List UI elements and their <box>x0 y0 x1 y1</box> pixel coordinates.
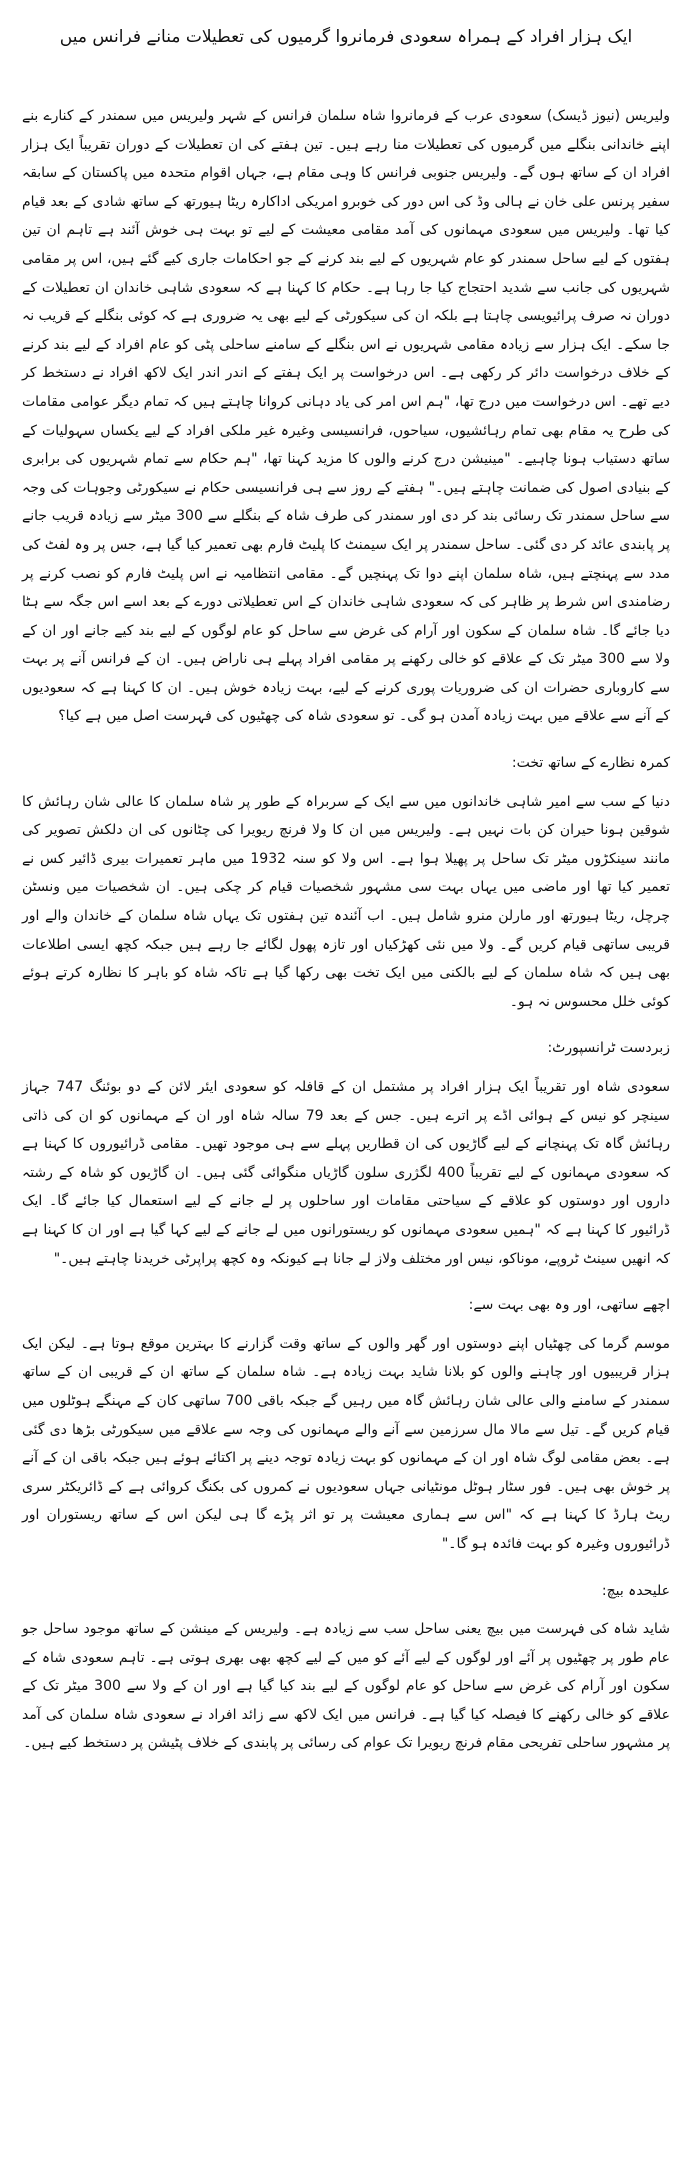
section-beach <box>22 1577 670 1759</box>
section-transport <box>22 1034 670 1273</box>
article-title: ایک ہزار افراد کے ہمراہ سعودی فرمانروا گرمیوں کی تعطیلات منانے فرانس میں <box>59 27 633 47</box>
section-companions <box>22 1291 670 1558</box>
article-paragraph: ولیریس (نیوز ڈیسک) سعودی عرب کے فرمانروا شاہ سلمان فرانس کے شہر ولیریس میں سمندر کے کنارے بنے اپنے خاندانی بنگلے میں گرمیوں کی تعطیلات منا رہے ہیں۔ تین ہفتے کی ان تعطیلات کے دوران تقریباً ایک ہزار افراد ان کے ساتھ ہوں گے۔ ولیریس جنوبی فرانس کا وہی مقام ہے، جہاں اقوام متحدہ میں پاکستان کے سابقہ سفیر پرنس علی خان نے ہالی وڈ کی اس دور کی خوبرو امریکی اداکارہ ریٹا ہیورتھ کے ساتھ شادی کے بعد قیام کیا تھا۔ ولیریس میں سعودی مہمانوں کی آمد مقامی معیشت کے لیے تو بہت ہی خوش آئند ہے تاہم ان تین ہفتوں کے لیے ساحل سمندر کو عام شہریوں کے لیے بند کرنے کے جو احکامات جاری کیے گئے ہیں، اس پر مقامی شہریوں کی جانب سے شدید احتجاج کیا جا رہا ہے۔ حکام کا کہنا ہے کہ سعودی شاہی خاندان ان تعطیلات کے دوران نہ صرف پرائیویسی چاہتا ہے بلکہ ان کی سیکورٹی کے لیے بھی یہ ضروری ہے کہ کوئی بنگلے کے قریب نہ جا سکے۔ ایک ہزار سے زیادہ مقامی شہریوں نے اس بنگلے کے سامنے ساحلی پٹی کو عام افراد کے لیے بند کرنے کے خلاف درخواست دائر کر رکھی ہے۔ اس درخواست پر ایک ہفتے کے اندر اندر ایک لاکھ افراد نے دستخط کر دیے تھے۔ اس درخواست میں درج تھا، "ہم اس امر کی یاد دہانی کروانا چاہتے ہیں کہ تمام دیگر عوامی مقامات کی طرح یہ مقام بھی تمام رہائشیوں، سیاحوں، فرانسیسی وغیرہ غیر ملکی افراد کے لیے یکساں سہولیات کے ساتھ دستیاب ہونا چاہیے۔ "مینیشن درج کرنے والوں کا مزید کہنا تھا، "ہم حکام سے تمام شہریوں کی برابری کے بنیادی اصول کی ضمانت چاہتے ہیں۔" ہفتے کے روز سے ہی فرانسیسی حکام نے سیکورٹی وجوہات کی وجہ سے ساحل سمندر تک رسائی بند کر دی اور سمندر کی طرف شاہ کے بنگلے سے 300 میٹر سے زیادہ قریب جانے پر پابندی عائد کر دی گئی۔ ساحل سمندر پر ایک سیمنٹ کا پلیٹ فارم بھی تعمیر کیا گیا ہے، جس پر وہ لفٹ کی مدد سے پہنچتے ہیں، شاہ سلمان اپنے دوا تک پہنچیں گے۔ مقامی انتظامیہ نے اس پلیٹ فارم کو نصب کرنے پر رضامندی اس شرط پر ظاہر کی کہ سعودی شاہی خاندان کے اس تعطیلاتی دورے کے بعد اسے اس جگہ سے ہٹا دیا جائے گا۔ شاہ سلمان کے سکون اور آرام کی غرض سے ساحل کو عام لوگوں کے لیے بند کیے جانے اور ان کے ولا سے 300 میٹر تک کے علاقے کو خالی رکھنے پر مقامی افراد پہلے ہی ناراض ہیں۔ ان کے فرانس آنے پر بہت سے کاروباری حضرات ان کی ضروریات پوری کرنے کے لیے، بہت زیادہ خوش ہیں۔ ان کا کہنا ہے کہ سعودیوں کے آنے سے علاقے میں بہت زیادہ آمدن ہو گی۔ تو سعودی شاہ کی چھٹیوں کی فہرست اصل میں ہے کیا؟ <box>22 108 670 725</box>
section-heading: علیحدہ بیچ: <box>601 1582 670 1599</box>
section-heading: کمرہ نظارے کے ساتھ تخت: <box>511 755 670 772</box>
article-paragraph: دنیا کے سب سے امیر شاہی خاندانوں میں سے ایک کے سربراہ کے طور پر شاہ سلمان کا عالی شان رہائش کا شوقین ہونا حیران کن بات نہیں ہے۔ ولیریس میں ان کا ولا فرنچ ریویرا کی چٹانوں کی ان دلکش تصویر کی مانند سینکڑوں میٹر تک ساحل پر پھیلا ہوا ہے۔ اس ولا کو سنہ 1932 میں ماہر تعمیرات بیری ڈائیر کس نے تعمیر کیا تھا اور ماضی میں یہاں بہت سی مشہور شخصیات قیام کر چکی ہیں۔ ان شخصیات میں ونسٹن چرچل، ریٹا ہیورتھ اور مارلن منرو شامل ہیں۔ اب آئندہ تین ہفتوں تک یہاں شاہ سلمان کے خاندان والے اور قریبی ساتھی قیام کریں گے۔ ولا میں نئی کھڑکیاں اور تازہ پھول لگائے جا رہے ہیں جبکہ کچھ ایسی اطلاعات بھی ہیں کہ شاہ سلمان کے لیے بالکنی میں ایک تخت بھی رکھا گیا ہے تاکہ شاہ کو باہر کا نظارہ کرتے ہوئے کوئی خلل محسوس نہ ہو۔ <box>22 793 670 1010</box>
article-paragraph: سعودی شاہ اور تقریباً ایک ہزار افراد پر مشتمل ان کے قافلہ کو سعودی ایئر لائن کے دو بوئنگ 747 جہاز سینچر کو نیس کے ہوائی اڈے پر اترے ہیں۔ جس کے بعد 79 سالہ شاہ اور ان کے مہمانوں کو ان کی ذاتی رہائش گاہ تک پہنچانے کے لیے گاڑیوں کی ان قطاریں پہلے سے ہی موجود تھیں۔ مقامی ڈرائیوروں کا کہنا ہے کہ سعودی مہمانوں کے لیے تقریباً 400 لگژری سلون گاڑیاں منگوائی گئی ہیں۔ ان گاڑیوں کو شاہ کے رشتہ داروں اور دوستوں کو علاقے کے سیاحتی مقامات اور ساحلوں پر لے جانے کے لیے استعمال کیا جائے گا۔ ایک ڈرائیور کا کہنا ہے کہ "ہمیں سعودی مہمانوں کو ریستورانوں میں لے جانے کے لیے کہا گیا ہے اور ان کا کہنا ہے کہ انھیں سینٹ ٹروپے، موناکو، نیس اور مختلف ولاز لے جانا ہے کیونکہ وہ کچھ پراپرٹی خریدنا چاہتے ہیں۔" <box>22 1079 670 1267</box>
section-throne <box>22 749 670 1016</box>
section-intro <box>22 102 670 731</box>
section-heading: زبردست ٹرانسپورٹ: <box>547 1040 670 1057</box>
article-paragraph: موسم گرما کی چھٹیاں اپنے دوستوں اور گھر والوں کے ساتھ وقت گزارنے کا بہترین موقع ہوتا ہے۔ لیکن ایک ہزار قریبیوں اور چاہنے والوں کو بلانا شاید بہت زیادہ ہے۔ شاہ سلمان کے ساتھ ان کے قریبی ان کے ساتھ سمندر کے سامنے والی عالی شان رہائش گاہ میں رہیں گے جبکہ باقی 700 ساتھی کان کے مہنگے ہوٹلوں میں قیام کریں گے۔ تیل سے مالا مال سرزمین سے آنے والے مہمانوں کی وجہ سے علاقے میں سیکورٹی بڑھا دی گئی ہے۔ بعض مقامی لوگ شاہ اور ان کے مہمانوں کو بہت زیادہ توجہ دینے پر اکتائے ہوئے ہیں جبکہ باقی ان کے آنے پر خوش بھی ہیں۔ فور سٹار ہوٹل مونٹیانی جہاں سعودیوں نے کمروں کی بکنگ کروائی ہے کے ڈائریکٹر سری ریٹ ہارڈ کا کہنا ہے کہ "اس سے ہماری معیشت پر تو اثر پڑے گا ہی لیکن اس کے ساتھ ریستوران اور ڈرائیوروں وغیرہ کو بہت فائدہ ہو گا۔" <box>22 1335 670 1552</box>
article-paragraph: شاید شاہ کی فہرست میں بیچ یعنی ساحل سب سے زیادہ ہے۔ ولیریس کے مینشن کے ساتھ موجود ساحل جو عام طور پر چھٹیوں پر آئے اور لوگوں کے لیے آئے کو میں کے لیے کچھ بھی بھری ہوتی ہے۔ تاہم سعودی شاہ کے سکون اور آرام کی غرض سے ساحل کو عام لوگوں کے لیے بند کیا گیا ہے اور ان کے ولا سے 300 میٹر تک کے علاقے کو خالی رکھنے کا فیصلہ کیا گیا ہے۔ فرانس میں ایک لاکھ سے زائد افراد نے سعودی شاہ سلمان کی آمد پر مشہور ساحلی تفریحی مقام فرنچ ریویرا تک عوام کی رسائی پر پابندی کے خلاف پٹیشن پر دستخط کیے ہیں۔ <box>22 1621 670 1752</box>
section-heading: اچھے ساتھی، اور وہ بھی بہت سے: <box>468 1297 670 1314</box>
